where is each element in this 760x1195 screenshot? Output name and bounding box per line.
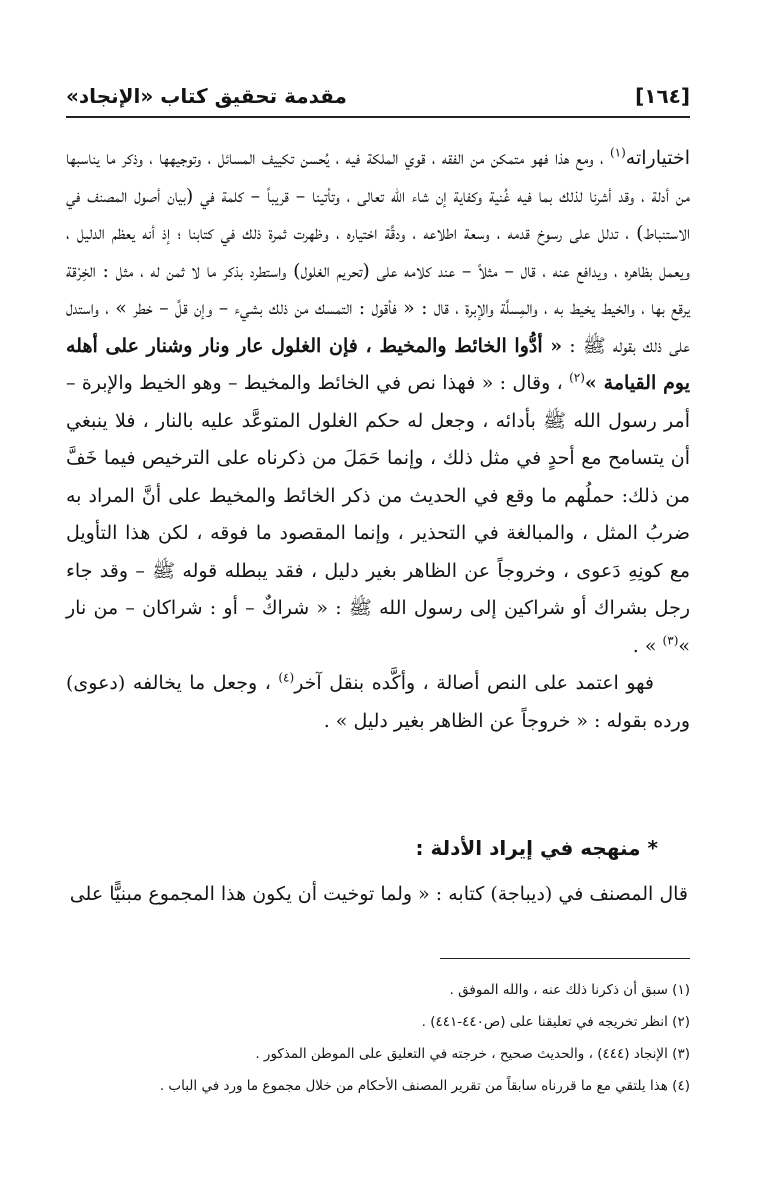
footnote-2: (٢) انظر تخريجه في تعليقنا على (ص٤٤٠-٤٤١) . xyxy=(421,1014,690,1030)
section-heading: * منهجه في إيراد الأدلة : xyxy=(415,836,658,860)
footnote-ref-4: (٤) xyxy=(278,670,295,685)
paragraph-1 xyxy=(66,140,690,665)
footnote-1: (١) سبق أن ذكرنا ذلك عنه ، والله الموفق . xyxy=(449,982,690,998)
paragraph-1-text: ، ومع هذا فهو متمكن من الفقه ، قوي الملكة فيه ، يُحسن تكييف المسائل ، وتوجيهها ، وذكر ما يناسبها من أدلة ، وقد أشرنا لذلك بما فيه غُنية وكفاية إن شاء الله تعالى ، وتأتينا – قريباً – كلمة في (بيان أصول المصنف في الاستنباط) ، تدلل على رسوخ قدمه ، وسعة اطلاعه ، ودقَّة اختياره ، وظهرت ثمرة ذلك في كتابنا ؛ إذ أنه يعظم الدليل ، ويعمل بظاهره ، ويدافع عنه ، قال – مثلاً – عند كلامه على (تحريم الغلول) واستطرد بذكر ما لا ثمن له ، مثل : الخِرْقة يرقع بها ، والخيط يخيط به ، والمِسلَّة والإبرة ، قال : « فأقول : التمسك من ذلك بشيء – وإن قلَّ – خطر » ، واستدل على ذلك بقوله ﷺ : xyxy=(66,147,690,357)
footnote-3: (٣) الإنجاد (٤٤٤) ، والحديث صحيح ، خرجته في التعليق على الموطن المذكور . xyxy=(255,1046,690,1062)
hadith-quote: « أدُّوا الخائط والمخيط ، فإن الغلول عار ونار وشنار على أهله يوم القيامة » xyxy=(66,334,691,394)
footnote-ref-3: (٣) xyxy=(662,633,679,648)
footnote-ref-2: (٢) xyxy=(569,370,585,385)
header-divider xyxy=(66,116,690,118)
footnote-4: (٤) هذا يلتقي مع ما قررناه سابقاً من تقرير المصنف الأحكام من خلال مجموع ما ورد في الباب . xyxy=(159,1078,690,1094)
running-title: مقدمة تحقيق كتاب «الإنجاد» xyxy=(66,84,347,108)
footnote-divider xyxy=(440,958,690,959)
paragraph-2-end: ، وجعل ما يخالفه (دعوى) ورده بقوله : « خروجاً عن الظاهر بغير دليل » . xyxy=(66,672,690,732)
page-number: [١٦٤] xyxy=(635,84,690,108)
page-header xyxy=(66,72,690,108)
section-text: قال المصنف في (ديباجة) كتابه : « ولما توخيت أن يكون هذا المجموع مبنيًّا على xyxy=(69,883,688,905)
paragraph-2 xyxy=(66,665,690,740)
paragraph-2-start: فهو اعتمد على النص أصالة ، وأكَّده بنقل آخر xyxy=(294,672,654,694)
footnote-ref-1: (١) xyxy=(609,145,626,160)
paragraph-1-end: » . xyxy=(632,634,657,657)
footnotes xyxy=(66,974,690,1102)
paragraph-1-start: اختياراته xyxy=(625,147,690,169)
main-text xyxy=(66,140,690,740)
paragraph-1-continued: ، وقال : « فهذا نص في الخائط والمخيط – وهو الخيط والإبرة – أمر رسول الله ﷺ بأدائه ، وجعل له حكم الغلول المتوعَّد عليه بالنار ، فلا ينبغي أن يتسامح مع أحدٍ في مثل ذلك ، وإنما حَمَلَ من ذكرناه على الترخيص فيما خَفَّ من ذلك: حملُهم ما وقع في الحديث من ذكر الخائط والمخيط على أنَّ المراد به ضربُ المثل ، والمبالغة في التحذير ، وإنما المقصود ما فوقه ، لكن هذا التأويل مع كونِهِ دَعوى ، وخروجاً عن الظاهر بغير دليل ، فقد يبطله قوله ﷺ – وقد جاء رجل بشراك أو شراكين إلى رسول الله ﷺ : « شراكٌ – أو : شراكان – من نار » xyxy=(66,372,690,657)
